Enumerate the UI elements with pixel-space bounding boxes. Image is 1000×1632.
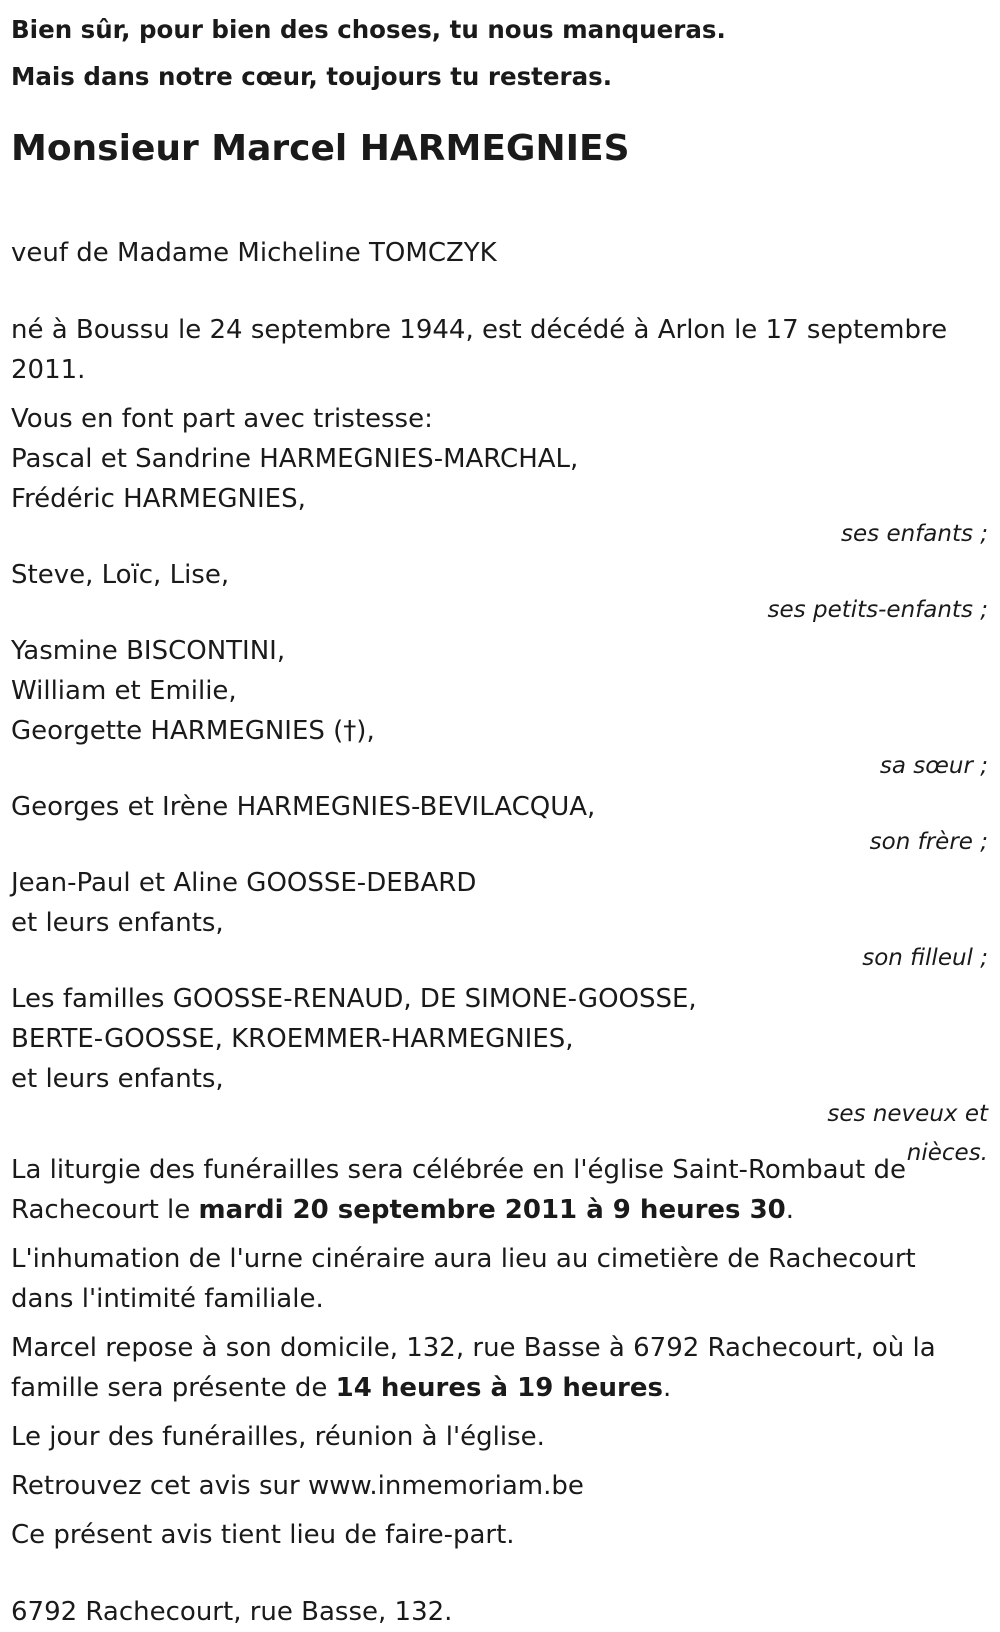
- liturgy-end: .: [785, 1195, 795, 1225]
- family-name: Yasmine BISCONTINI,: [11, 636, 286, 666]
- liturgy-text: La liturgie des funérailles sera célébrée en l'église Saint-Rombaut de Rachecourt le: [11, 1155, 906, 1225]
- relation-label: ses petits-enfants ;: [767, 597, 988, 623]
- liturgy-date: mardi 20 septembre 2011 à 9 heures 30: [198, 1195, 786, 1225]
- relation-label: sa sœur ;: [879, 753, 988, 779]
- relation-label: ses enfants ;: [841, 521, 988, 547]
- family-name: Frédéric HARMEGNIES,: [11, 484, 306, 514]
- family-name: Jean-Paul et Aline GOOSSE-DEBARD: [11, 868, 477, 898]
- verse-line-2: Mais dans notre cœur, toujours tu resteras.: [11, 62, 613, 91]
- family-name: BERTE-GOOSSE, KROEMMER-HARMEGNIES,: [11, 1024, 574, 1054]
- obituary-notice: [11, 6, 988, 1632]
- liturgy-announcement: [11, 1150, 941, 1230]
- family-name: William et Emilie,: [11, 676, 237, 706]
- address: 6792 Rachecourt, rue Basse, 132.: [11, 1597, 453, 1627]
- family-group-grandchildren: [11, 555, 988, 631]
- family-group-nephews-nieces: [11, 979, 988, 1173]
- deceased-name: Monsieur Marcel HARMEGNIES: [11, 128, 630, 169]
- relation-label: son filleul ;: [862, 945, 988, 971]
- family-group-brother: [11, 787, 988, 863]
- family-intro: Vous en font part avec tristesse:: [11, 404, 433, 434]
- website-info: Retrouvez cet avis sur www.inmemoriam.be: [11, 1471, 584, 1501]
- rest-text: Marcel repose à son domicile, 132, rue Basse à 6792 Rachecourt, où la famille sera présente de: [11, 1333, 936, 1403]
- rest-end: .: [662, 1373, 672, 1403]
- burial-info: L'inhumation de l'urne cinéraire aura lieu au cimetière de Rachecourt dans l'intimité familiale.: [11, 1244, 916, 1314]
- family-name: Pascal et Sandrine HARMEGNIES-MARCHAL,: [11, 444, 579, 474]
- family-name: Steve, Loïc, Lise,: [11, 560, 230, 590]
- family-name: et leurs enfants,: [11, 908, 224, 938]
- family-name: et leurs enfants,: [11, 1064, 224, 1094]
- relation-label: son frère ;: [869, 829, 988, 855]
- family-name: Georgette HARMEGNIES (†),: [11, 716, 375, 746]
- notice-info: Ce présent avis tient lieu de faire-part.: [11, 1520, 515, 1550]
- rest-info: [11, 1328, 941, 1408]
- birth-death: né à Boussu le 24 septembre 1944, est décédé à Arlon le 17 septembre 2011.: [11, 315, 948, 385]
- family-name: Les familles GOOSSE-RENAUD, DE SIMONE-GOOSSE,: [11, 984, 697, 1014]
- rest-hours: 14 heures à 19 heures: [335, 1373, 663, 1403]
- family-group-children: [11, 439, 988, 555]
- family-group-godson: [11, 863, 988, 979]
- meeting-info: Le jour des funérailles, réunion à l'église.: [11, 1422, 545, 1452]
- relation-label: ses neveux et nièces.: [827, 1101, 988, 1166]
- family-name: Georges et Irène HARMEGNIES-BEVILACQUA,: [11, 792, 596, 822]
- family-group-sister: [11, 631, 988, 787]
- widow-of: veuf de Madame Micheline TOMCZYK: [11, 238, 497, 268]
- verse-line-1: Bien sûr, pour bien des choses, tu nous manqueras.: [11, 15, 726, 44]
